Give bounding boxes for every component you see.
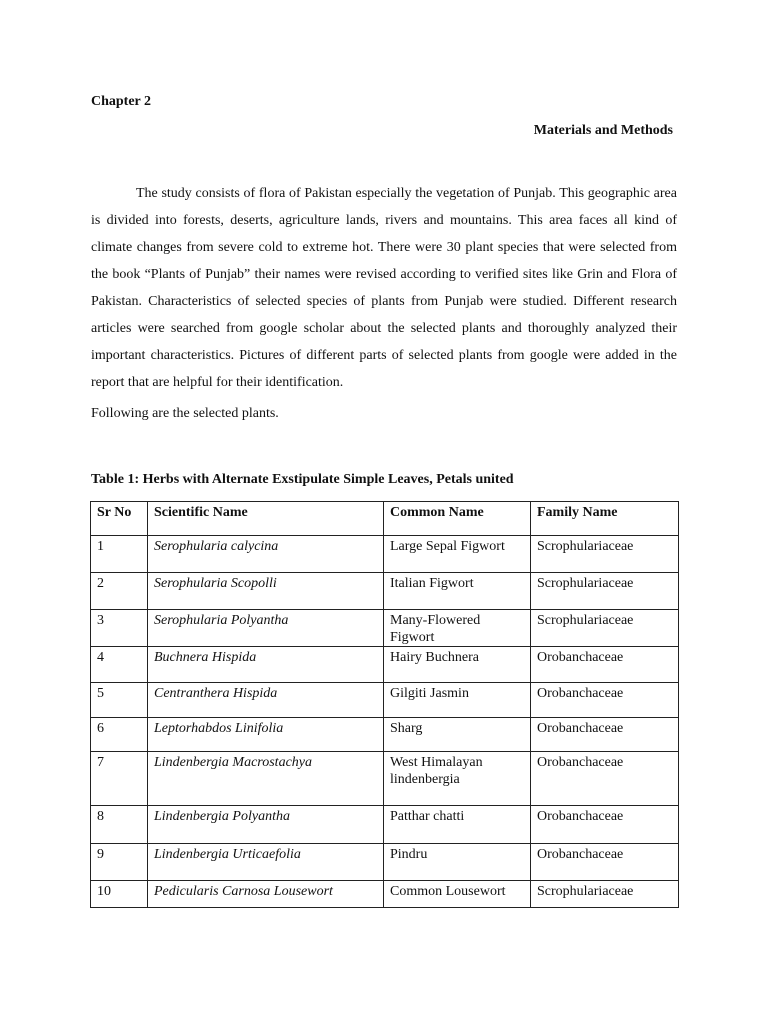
cell-sr: 10 (91, 881, 148, 908)
cell-scientific: Buchnera Hispida (148, 647, 384, 683)
chapter-heading: Chapter 2 (91, 94, 152, 109)
table-row (91, 683, 679, 718)
cell-family: Scrophulariaceae (531, 536, 679, 573)
header-common-name: Common Name (384, 502, 531, 536)
following-text: Following are the selected plants. (91, 406, 279, 421)
header-scientific-name: Scientific Name (148, 502, 384, 536)
cell-sr: 4 (91, 647, 148, 683)
cell-sr: 9 (91, 844, 148, 881)
cell-common: West Himalayan lindenbergia (384, 752, 531, 806)
cell-common: Italian Figwort (384, 573, 531, 610)
cell-sr: 3 (91, 610, 148, 647)
cell-sr: 5 (91, 683, 148, 718)
table-row (91, 536, 679, 573)
table-header-row (91, 502, 679, 536)
table-row (91, 610, 679, 647)
cell-common: Patthar chatti (384, 806, 531, 844)
cell-family: Scrophulariaceae (531, 610, 679, 647)
table-row (91, 844, 679, 881)
table-row (91, 881, 679, 908)
cell-scientific: Pedicularis Carnosa Lousewort (148, 881, 384, 908)
section-title: Materials and Methods (533, 123, 673, 138)
table-row (91, 647, 679, 683)
cell-family: Orobanchaceae (531, 806, 679, 844)
cell-common: Hairy Buchnera (384, 647, 531, 683)
table-caption: Table 1: Herbs with Alternate Exstipulate Simple Leaves, Petals united (91, 472, 514, 487)
header-family-name: Family Name (531, 502, 679, 536)
cell-family: Orobanchaceae (531, 718, 679, 752)
cell-sr: 8 (91, 806, 148, 844)
cell-family: Orobanchaceae (531, 683, 679, 718)
cell-scientific: Serophularia Polyantha (148, 610, 384, 647)
cell-scientific: Lindenbergia Polyantha (148, 806, 384, 844)
cell-common: Large Sepal Figwort (384, 536, 531, 573)
intro-paragraph: The study consists of flora of Pakistan especially the vegetation of Punjab. This geographic area is divided into forests, deserts, agriculture lands, rivers and mountains. This area faces all kind of climate changes from severe cold to extreme hot. There were 30 plant species that were selected from the book “Plants of Punjab” their names were revised according to verified sites like Grin and Flora of Pakistan. Characteristics of selected species of plants from Punjab were studied. Different research articles were searched from google scholar about the selected plants and thoroughly analyzed their important characteristics. Pictures of different parts of selected plants from google were added in the report that are helpful for their identification. (91, 186, 677, 390)
cell-family: Scrophulariaceae (531, 573, 679, 610)
cell-family: Orobanchaceae (531, 647, 679, 683)
table-row (91, 718, 679, 752)
cell-scientific: Serophularia calycina (148, 536, 384, 573)
cell-sr: 6 (91, 718, 148, 752)
table-row (91, 752, 679, 806)
cell-family: Orobanchaceae (531, 752, 679, 806)
cell-common: Gilgiti Jasmin (384, 683, 531, 718)
cell-family: Orobanchaceae (531, 844, 679, 881)
cell-scientific: Serophularia Scopolli (148, 573, 384, 610)
cell-common: Sharg (384, 718, 531, 752)
table-row (91, 806, 679, 844)
cell-scientific: Leptorhabdos Linifolia (148, 718, 384, 752)
table-row (91, 573, 679, 610)
cell-scientific: Lindenbergia Macrostachya (148, 752, 384, 806)
cell-common: Many-Flowered Figwort (384, 610, 531, 647)
cell-common: Common Lousewort (384, 881, 531, 908)
cell-family: Scrophulariaceae (531, 881, 679, 908)
cell-scientific: Lindenbergia Urticaefolia (148, 844, 384, 881)
plants-table (90, 501, 679, 908)
cell-sr: 7 (91, 752, 148, 806)
header-sr-no: Sr No (91, 502, 148, 536)
cell-scientific: Centranthera Hispida (148, 683, 384, 718)
cell-sr: 2 (91, 573, 148, 610)
cell-common: Pindru (384, 844, 531, 881)
cell-sr: 1 (91, 536, 148, 573)
